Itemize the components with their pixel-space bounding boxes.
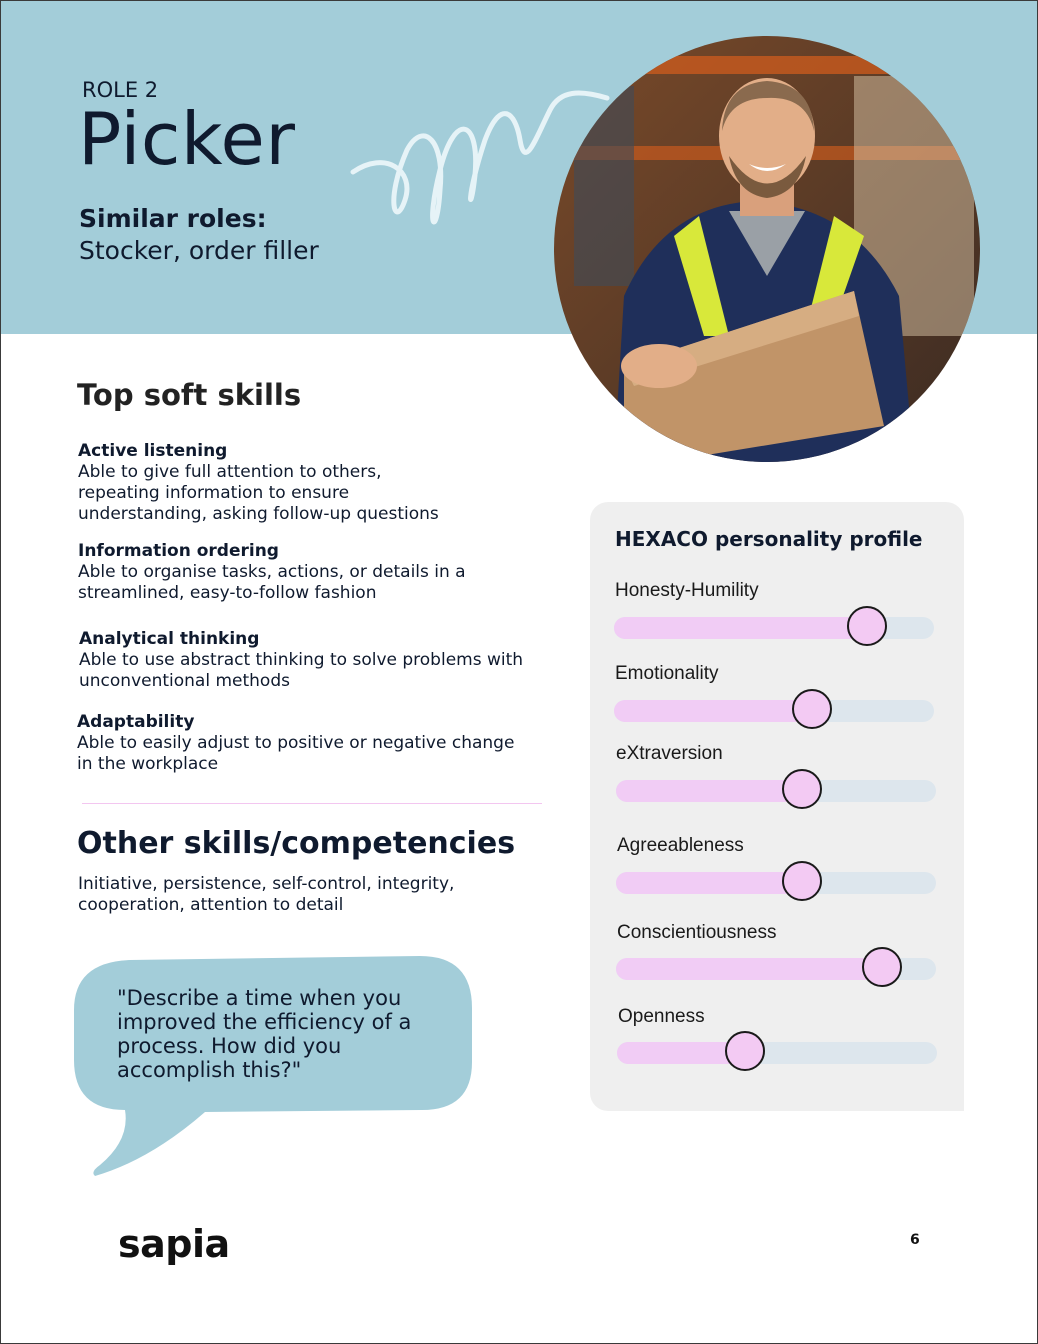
soft-skills-heading: Top soft skills — [77, 378, 302, 412]
skill-description: Able to organise tasks, actions, or details in a streamlined, easy-to-follow fashion — [78, 562, 466, 603]
skill-description: Able to give full attention to others, repeating information to ensure understanding, asking follow-up questions — [78, 462, 439, 524]
trait-label: Agreeableness — [617, 835, 744, 856]
trait-label: Emotionality — [615, 663, 719, 684]
other-skills-text: Initiative, persistence, self-control, integrity, cooperation, attention to detail — [78, 874, 455, 915]
other-skills-heading: Other skills/competencies — [77, 826, 516, 861]
trait-label: Conscientiousness — [617, 922, 777, 943]
skill-name: Analytical thinking — [79, 629, 260, 649]
skill-name: Active listening — [78, 441, 228, 461]
page-number: 6 — [910, 1232, 920, 1248]
hexaco-title: HEXACO personality profile — [615, 527, 923, 551]
trait-slider — [614, 700, 934, 722]
skill-description: Able to easily adjust to positive or negative change in the workplace — [77, 733, 515, 774]
similar-roles-values: Stocker, order filler — [79, 236, 319, 265]
trait-slider — [614, 617, 934, 639]
skill-name: Information ordering — [78, 541, 279, 561]
trait-label: Openness — [618, 1006, 705, 1027]
slider-fill — [614, 617, 867, 639]
trait-label: Honesty-Humility — [615, 580, 759, 601]
page-title: Picker — [78, 97, 296, 181]
role-label: ROLE 2 — [82, 78, 159, 102]
slider-fill — [616, 958, 882, 980]
skill-description: Able to use abstract thinking to solve problems with unconventional methods — [79, 650, 524, 691]
trait-label: eXtraversion — [616, 743, 723, 764]
slider-fill — [614, 700, 812, 722]
slider-knob — [725, 1031, 765, 1071]
trait-slider — [617, 1042, 937, 1064]
slider-knob — [782, 861, 822, 901]
skill-name: Adaptability — [77, 712, 195, 732]
worker-photo — [554, 36, 980, 462]
slider-knob — [782, 769, 822, 809]
sapia-logo: sapia — [118, 1222, 230, 1266]
trait-slider — [616, 872, 936, 894]
trait-slider — [616, 958, 936, 980]
trait-slider — [616, 780, 936, 802]
slider-knob — [862, 947, 902, 987]
similar-roles-heading: Similar roles: — [79, 204, 267, 233]
interview-question: "Describe a time when you improved the efficiency of a process. How did you accomplish this?" — [117, 986, 412, 1082]
slider-fill — [616, 872, 802, 894]
slider-fill — [616, 780, 802, 802]
slider-knob — [847, 606, 887, 646]
